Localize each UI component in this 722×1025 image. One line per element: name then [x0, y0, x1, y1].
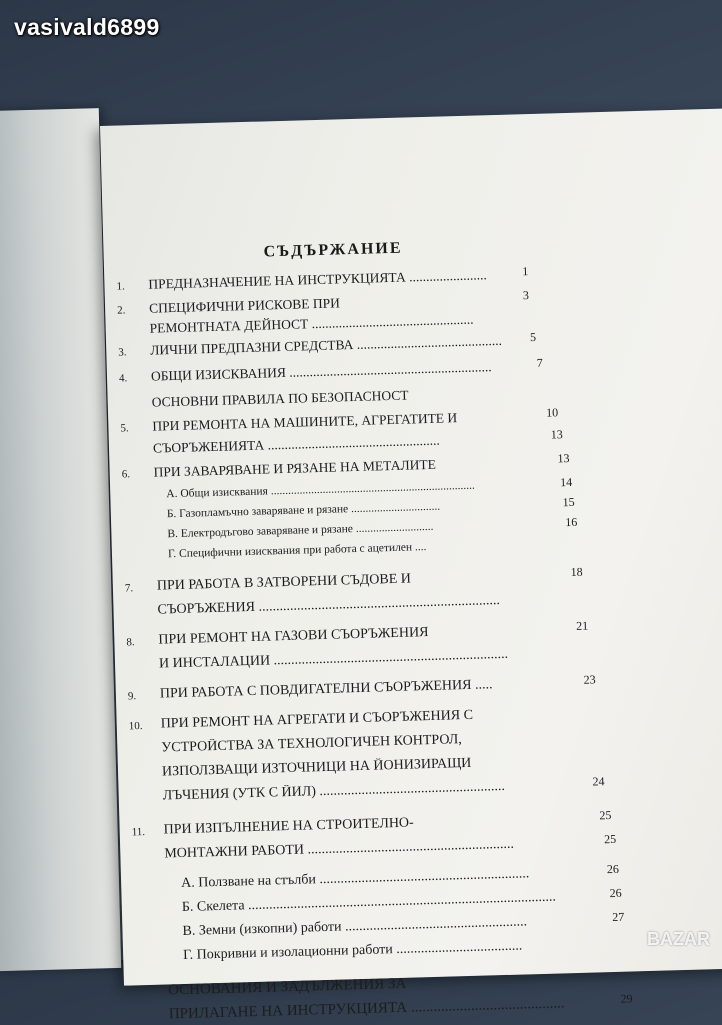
toc-entry-text: ПРИ РАБОТА В ЗАТВОРЕНИ СЪДОВЕ И	[157, 571, 411, 594]
toc-entry	[121, 860, 722, 878]
toc-entry-text: ПРИЛАГАНЕ НА ИНСТРУКЦИЯТА .........................................	[169, 995, 565, 1023]
toc-entry-page: 23	[583, 672, 595, 687]
watermark-username: vasivald6899	[14, 14, 160, 41]
toc-entry-page: 10	[546, 405, 558, 420]
toc-entry-page: 26	[607, 862, 619, 877]
toc-entry	[119, 806, 722, 824]
toc-entry-page: 1	[522, 264, 528, 279]
toc-entry-page: 13	[551, 427, 563, 442]
toc-entry-text: СЪОРЪЖЕНИЯ .....................................................................	[157, 593, 500, 619]
toc-entry-page: 15	[562, 495, 574, 510]
toc-entry-text: СПЕЦИФИЧНИ РИСКОВЕ ПРИ	[149, 295, 340, 316]
toc-entry-number: 4.	[119, 372, 128, 384]
toc-entry-text: ПРИ ИЗПЪЛНЕНИЕ НА СТРОИТЕЛНО-	[163, 816, 413, 839]
toc-entry-number: 5.	[120, 422, 129, 434]
toc-entry-number: 3.	[118, 346, 127, 358]
toc-entry-text: УСТРОЙСТВА ЗА ТЕХНОЛОГИЧЕН КОНТРОЛ,	[161, 732, 462, 756]
toc-entry-text: Б. Скелета ........................................................................................	[182, 890, 557, 916]
toc-entry-text: МОНТАЖНИ РАБОТИ ...........................................................	[164, 837, 514, 863]
toc-entry-number: 11.	[132, 826, 146, 838]
toc-entry-text: ПРИ РЕМОНТ НА ГАЗОВИ СЪОРЪЖЕНИЯ	[158, 625, 429, 649]
toc-entry-page: 7	[537, 356, 543, 371]
toc-entry-text: ПРИ РАБОТА С ПОВДИГАТЕЛНИ СЪОРЪЖЕНИЯ .....	[160, 677, 493, 702]
toc-entry-page: 24	[592, 774, 604, 789]
toc-entry-page: 25	[599, 808, 611, 823]
toc-entry-number: 7.	[125, 582, 134, 594]
toc-entry	[113, 562, 722, 580]
toc-entry-text: ПРИ РЕМОНТА НА МАШИНИТЕ, АГРЕГАТИТЕ И	[152, 410, 457, 435]
toc-entry	[117, 700, 722, 718]
toc-entry-number: 9.	[128, 690, 137, 702]
toc-entry-text: ЛЪЧЕНИЯ (УТК С ЙИЛ) .....................................................	[163, 779, 506, 805]
toc-entry	[124, 966, 722, 984]
toc-entry-number: 6.	[122, 468, 131, 480]
toc-entry-text: РЕМОНТНАТА ДЕЙНОСТ ................................................	[149, 312, 473, 337]
toc-entry-number: 2.	[117, 304, 126, 316]
toc-entry-text: А. Ползване на стълби ............................................................	[181, 866, 530, 892]
toc-entry-number: 1.	[116, 280, 125, 292]
toc-entry-text: Г. Покривни и изолационни работи ....................................	[183, 939, 523, 964]
book-page	[100, 108, 722, 986]
bazar-logo: BAZAR	[647, 929, 710, 950]
toc-entry-page: 13	[557, 451, 569, 466]
toc-entry-page: 18	[570, 565, 582, 580]
toc-entry-page: 21	[576, 619, 588, 634]
toc-entry-text: ОСНОВНИ ПРАВИЛА ПО БЕЗОПАСНОСТ	[152, 387, 409, 410]
toc-title: СЪДЪРЖАНИЕ	[263, 240, 402, 262]
toc-entry-text: ПРИ РЕМОНТ НА АГРЕГАТИ И СЪОРЪЖЕНИЯ С	[161, 708, 474, 733]
toc-entry-number: 10.	[129, 720, 143, 732]
toc-entry-text: В. Земни (изкопни) работи ....................................................	[182, 914, 527, 940]
toc-entry-text: ЛИЧНИ ПРЕДПАЗНИ СРЕДСТВА ...........................................	[150, 333, 502, 359]
toc-entry	[116, 670, 722, 688]
toc-entry-number: 8.	[126, 636, 135, 648]
toc-entry-text: ПРЕДНАЗНАЧЕНИЕ НА ИНСТРУКЦИЯТА .......................	[148, 267, 487, 292]
toc-entry-text: ОБЩИ ИЗИСКВАНИЯ ............................................................	[151, 359, 492, 385]
toc-entry-text: СЪОРЪЖЕНИЯТА ...................................................	[153, 433, 440, 457]
toc-entry-text: ОСНОВАНИЯ И ЗАДЪЛЖЕНИЯ ЗА	[168, 976, 407, 1000]
toc-entry-page: 29	[620, 991, 632, 1006]
toc-entry-page: 14	[560, 475, 572, 490]
toc-entry-text: В. Електродъгово заваряване и рязане ...........................	[167, 521, 433, 540]
toc-entry-text: И ИНСТАЛАЦИИ ...................................................................	[159, 647, 508, 673]
toc-entry-page: 25	[604, 832, 616, 847]
toc-entry-text: Б. Газопламъчно заваряване и рязане ...............................	[167, 501, 441, 521]
toc-entry-text: А. Общи изисквания .......................................................................	[166, 480, 475, 501]
table-of-contents	[100, 108, 722, 986]
toc-entry-text: ПРИ ЗАВАРЯВАНЕ И РЯЗАНЕ НА МЕТАЛИТЕ	[153, 457, 436, 481]
toc-entry	[104, 260, 722, 278]
toc-entry-page: 3	[523, 288, 529, 303]
toc-entry-text: ИЗПОЛЗВАЩИ ИЗТОЧНИЦИ НА ЙОНИЗИРАЩИ	[162, 756, 472, 781]
toc-entry	[114, 616, 722, 634]
toc-entry-page: 16	[565, 515, 577, 530]
toc-entry-page: 26	[609, 886, 621, 901]
toc-entry-text: Г. Специфични изисквания при работа с ацетилен ....	[168, 541, 427, 560]
toc-entry-page: 27	[612, 910, 624, 925]
toc-entry-page: 5	[530, 330, 536, 345]
